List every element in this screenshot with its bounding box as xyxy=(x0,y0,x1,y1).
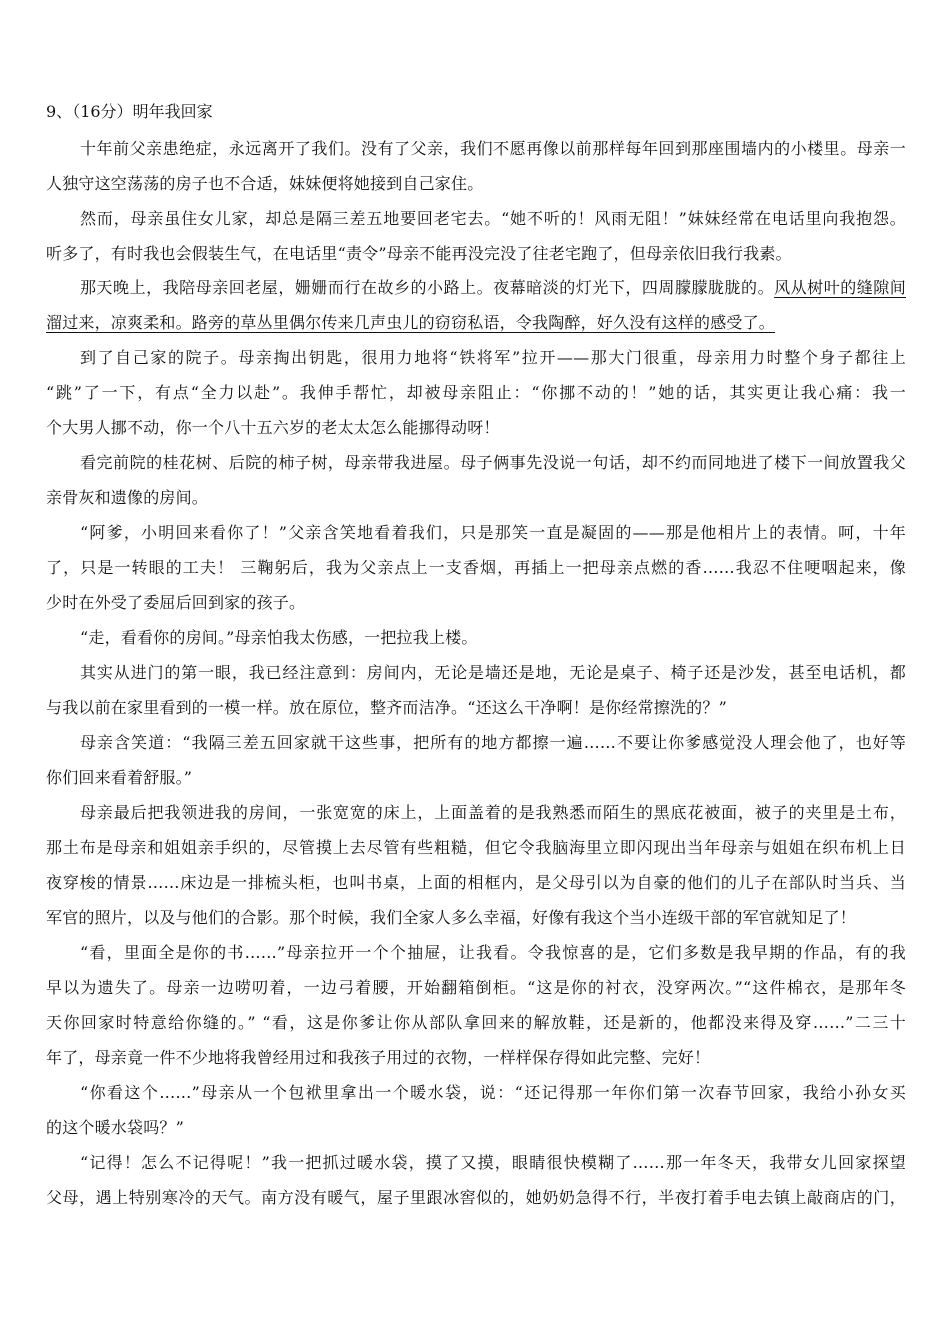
text-line: 其实从进门的第一眼，我已经注意到：房间内，无论是墙还是地，无论是桌子、椅子还是沙发，甚至电话机，都 xyxy=(80,663,906,682)
question-points: （16分） xyxy=(72,102,133,121)
text-line: 人独守这空荡荡的房子也不合适，妹妹便将她接到自己家住。 xyxy=(46,174,484,193)
passage-title: 明年我回家 xyxy=(132,102,213,121)
text-line: 然而，母亲虽住女儿家，却总是隔三差五地要回老宅去。“她不听的！风雨无阻！”妹妹经常在电话里向我抱怨。 xyxy=(80,209,906,228)
underlined-sentence: 风从树叶的缝隙间 xyxy=(774,278,906,297)
text-line: 天你回家时特意给你缝的。” “看，这是你爹让你从部队拿回来的解放鞋，还是新的，他都没来得及穿……”二三十 xyxy=(46,1013,906,1032)
text-line: 你们回来看着舒服。” xyxy=(46,768,193,787)
text-line: 母亲含笑道：“我隔三差五回家就干这些事，把所有的地方都擦一遍……不要让你爹感觉没人理会他了，也好等 xyxy=(80,733,906,752)
text-line: 个大男人挪不动，你一个八十五六岁的老太太怎么能挪得动呀！ xyxy=(46,418,500,437)
text-line: “阿爹，小明回来看你了！”父亲含笑地看着我们，只是那笑一直是凝固的——那是他相片上的表情。呵，十年 xyxy=(80,523,906,542)
underlined-sentence: 溜过来，凉爽柔和。路旁的草丛里偶尔传来几声虫儿的窃窃私语，令我陶醉，好久没有这样的感受了。 xyxy=(46,313,776,332)
text-line: 父母，遇上特别寒冷的天气。南方没有暖气，屋子里跟冰窖似的，她奶奶急得不行，半夜打着手电去镇上敲商店的门， xyxy=(46,1188,906,1207)
text-line: 早以为遗失了。母亲一边唠叨着，一边弓着腰，开始翻箱倒柜。“这是你的衬衣，没穿两次。”“这件棉衣，是那年冬 xyxy=(46,978,906,997)
text-line: “走，看看你的房间。”母亲怕我太伤感，一把拉我上楼。 xyxy=(80,628,478,647)
text-line: 与我以前在家里看到的一模一样。放在原位，整齐而洁净。“还这么干净啊！是你经常擦洗的？” xyxy=(46,698,727,717)
text-line: 到了自己家的院子。母亲掏出钥匙，很用力地将“铁将军”拉开——那大门很重，母亲用力时整个身子都往上 xyxy=(80,348,906,367)
text-line: 年了，母亲竟一件不少地将我曾经用过和我孩子用过的衣物，一样样保存得如此完整、完好！ xyxy=(46,1048,711,1067)
text-line: 了，只是一转眼的工夫！ 三鞠躬后，我为父亲点上一支香烟，再插上一把母亲点燃的香……我忍不住哽咽起来，像 xyxy=(46,558,906,577)
text-line: “你看这个……”母亲从一个包袱里拿出一个暖水袋，说：“还记得那一年你们第一次春节回家，我给小孙女买 xyxy=(80,1083,906,1102)
text-line: 的这个暖水袋吗？” xyxy=(46,1118,184,1137)
text-line: “跳”了一下，有点“全力以赴”。我伸手帮忙，却被母亲阻止：“你挪不动的！”她的话，其实更让我心痛：我一 xyxy=(46,383,906,402)
text-line: 十年前父亲患绝症，永远离开了我们。没有了父亲，我们不愿再像以前那样每年回到那座围墙内的小楼里。母亲一 xyxy=(80,139,906,158)
text-line: 夜穿梭的情景……床边是一排梳头柜，也叫书桌，上面的相框内，是父母引以为自豪的他们的儿子在部队时当兵、当 xyxy=(46,873,906,892)
question-heading xyxy=(46,100,213,124)
text-line: 听多了，有时我也会假装生气，在电话里“责令”母亲不能再没完没了往老宅跑了，但母亲依旧我行我素。 xyxy=(46,244,792,263)
text-line: 那土布是母亲和姐姐亲手织的，尽管摸上去尽管有些粗糙，但它令我脑海里立即闪现出当年母亲与姐姐在织布机上日 xyxy=(46,838,906,857)
text-line xyxy=(46,311,906,335)
text-line: 军官的照片，以及与他们的合影。那个时候，我们全家人多么幸福，好像有我这个当小连级干部的军官就知足了！ xyxy=(46,908,857,927)
text-line: 看完前院的桂花树、后院的柿子树，母亲带我进屋。母子俩事先没说一句话，却不约而同地进了楼下一间放置我父 xyxy=(80,453,906,472)
text-line: 亲骨灰和遗像的房间。 xyxy=(46,488,209,507)
text-line: 少时在外受了委屈后回到家的孩子。 xyxy=(46,593,306,612)
text-line: “记得！怎么不记得呢！”我一把抓过暖水袋，摸了又摸，眼睛很快模糊了……那一年冬天，我带女儿回家探望 xyxy=(80,1153,906,1172)
text-line: 那天晚上，我陪母亲回老屋，姗姗而行在故乡的小路上。夜幕暗淡的灯光下，四周朦朦胧胧的。风从树叶的缝隙间 xyxy=(80,278,906,297)
text-line: 母亲最后把我领进我的房间，一张宽宽的床上，上面盖着的是我熟悉而陌生的黑底花被面，被子的夹里是土布， xyxy=(80,803,906,822)
question-number: 9、 xyxy=(46,102,73,121)
text-line: “看，里面全是你的书……”母亲拉开一个个抽屉，让我看。令我惊喜的是，它们多数是我早期的作品，有的我 xyxy=(80,943,906,962)
